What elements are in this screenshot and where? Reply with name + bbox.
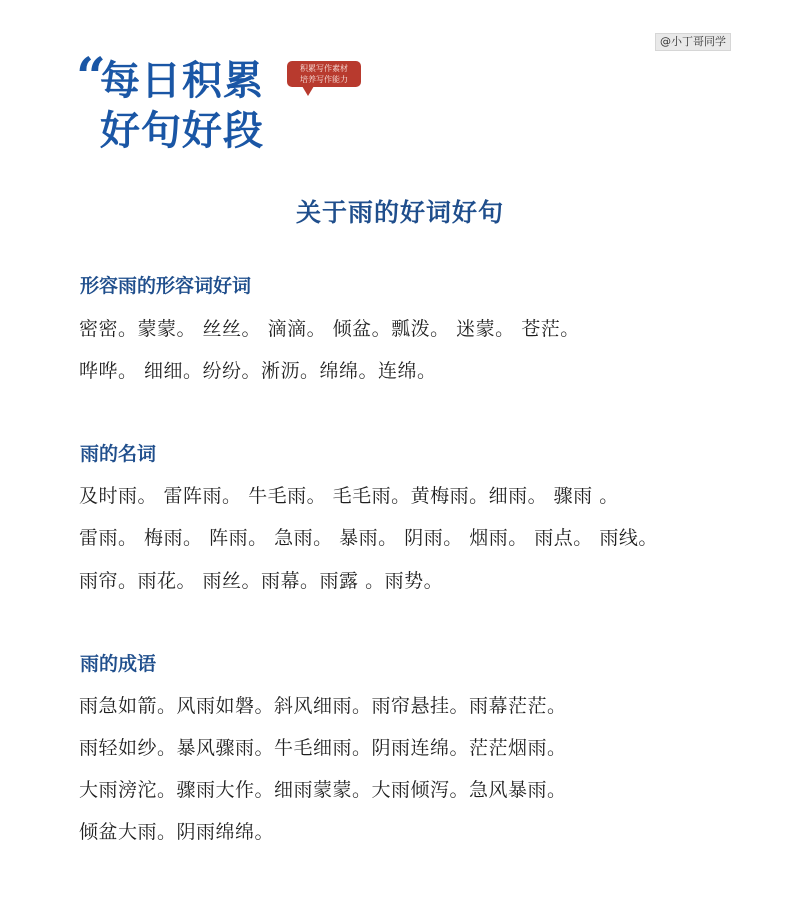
author-watermark: @小丁哥同学 (655, 33, 731, 51)
section-line: 雷雨。 梅雨。 阵雨。 急雨。 暴雨。 阴雨。 烟雨。 雨点。 雨线。 (79, 527, 658, 549)
section-line: 倾盆大雨。阴雨绵绵。 (79, 821, 275, 843)
bubble-line1: 积累写作素材 (300, 64, 348, 73)
section-line: 雨轻如纱。暴风骤雨。牛毛细雨。阴雨连绵。茫茫烟雨。 (79, 737, 567, 759)
speech-bubble-badge (287, 61, 361, 87)
speech-bubble-tail-icon (302, 86, 314, 96)
section-heading-idioms: 雨的成语 (80, 653, 157, 675)
section-heading-adjectives: 形容雨的形容词好词 (80, 275, 252, 297)
section-line: 雨帘。雨花。 雨丝。雨幕。雨露 。雨势。 (79, 570, 444, 592)
section-line: 密密。蒙蒙。 丝丝。 滴滴。 倾盆。瓢泼。 迷蒙。 苍茫。 (79, 318, 580, 340)
brand-title-line1: 每日积累 (100, 58, 264, 104)
brand-logo (76, 47, 376, 162)
section-line: 及时雨。 雷阵雨。 牛毛雨。 毛毛雨。黄梅雨。细雨。 骤雨 。 (79, 485, 619, 507)
section-line: 大雨滂沱。骤雨大作。细雨蒙蒙。大雨倾泻。急风暴雨。 (79, 779, 567, 801)
brand-title-line2: 好句好段 (100, 108, 264, 154)
section-line: 雨急如箭。风雨如磐。斜风细雨。雨帘悬挂。雨幕茫茫。 (79, 695, 567, 717)
quote-mark-icon: “ (76, 47, 106, 108)
page-title: 关于雨的好词好句 (295, 198, 504, 227)
section-heading-nouns: 雨的名词 (80, 443, 157, 465)
bubble-line2: 培养写作能力 (300, 75, 348, 84)
section-line: 哗哗。 细细。纷纷。淅沥。绵绵。连绵。 (79, 360, 437, 382)
